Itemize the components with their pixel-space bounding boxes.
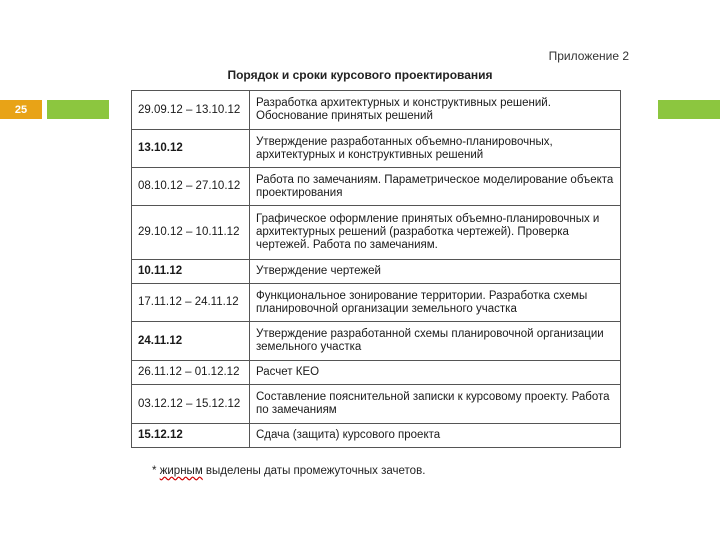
row-date: 29.10.12 – 10.11.12: [132, 206, 250, 260]
table-row: [132, 322, 621, 361]
row-task: Сдача (защита) курсового проекта: [250, 424, 621, 448]
table-row: [132, 168, 621, 206]
row-task: Составление пояснительной записки к курсовому проекту. Работа по замечаниям: [250, 385, 621, 424]
row-task: Работа по замечаниям. Параметрическое моделирование объекта проектирования: [250, 168, 621, 206]
row-task: Графическое оформление принятых объемно-планировочных и архитектурных решений (разработка чертежей). Проверка чертежей. Работа по замечаниям.: [250, 206, 621, 260]
row-date: 26.11.12 – 01.12.12: [132, 361, 250, 385]
footnote-star: *: [152, 465, 157, 477]
table-row: [132, 361, 621, 385]
table-row: [132, 91, 621, 130]
row-task: Расчет КЕО: [250, 361, 621, 385]
footnote-text: выделены даты промежуточных зачетов.: [202, 465, 426, 477]
row-task: Разработка архитектурных и конструктивных решений. Обоснование принятых решений: [250, 91, 621, 130]
page-number: 25: [14, 103, 28, 116]
row-date: 03.12.12 – 15.12.12: [132, 385, 250, 424]
table-row: [132, 284, 621, 322]
row-date: 29.09.12 – 13.10.12: [132, 91, 250, 130]
footnote-emphasis: жирным: [159, 465, 203, 477]
page-title: Порядок и сроки курсового проектирования: [227, 68, 493, 82]
footnote: [152, 465, 425, 477]
row-date: 08.10.12 – 27.10.12: [132, 168, 250, 206]
row-task: Функциональное зонирование территории. Разработка схемы планировочной организации земельного участка: [250, 284, 621, 322]
table-row: [132, 260, 621, 284]
table-row: [132, 385, 621, 424]
accent-bar-right: [658, 100, 720, 119]
table-row: [132, 130, 621, 168]
table-row: [132, 424, 621, 448]
table-row: [132, 206, 621, 260]
row-task: Утверждение чертежей: [250, 260, 621, 284]
row-date: 17.11.12 – 24.11.12: [132, 284, 250, 322]
row-task: Утверждение разработанной схемы планировочной организации земельного участка: [250, 322, 621, 361]
page-number-badge: [0, 100, 42, 119]
row-date: 15.12.12: [132, 424, 250, 448]
accent-bar-left: [47, 100, 109, 119]
row-date: 13.10.12: [132, 130, 250, 168]
row-date: 24.11.12: [132, 322, 250, 361]
row-task: Утверждение разработанных объемно-планировочных, архитектурных и конструктивных решений: [250, 130, 621, 168]
appendix-label: Приложение 2: [548, 49, 629, 63]
schedule-table: [131, 90, 621, 448]
row-date: 10.11.12: [132, 260, 250, 284]
